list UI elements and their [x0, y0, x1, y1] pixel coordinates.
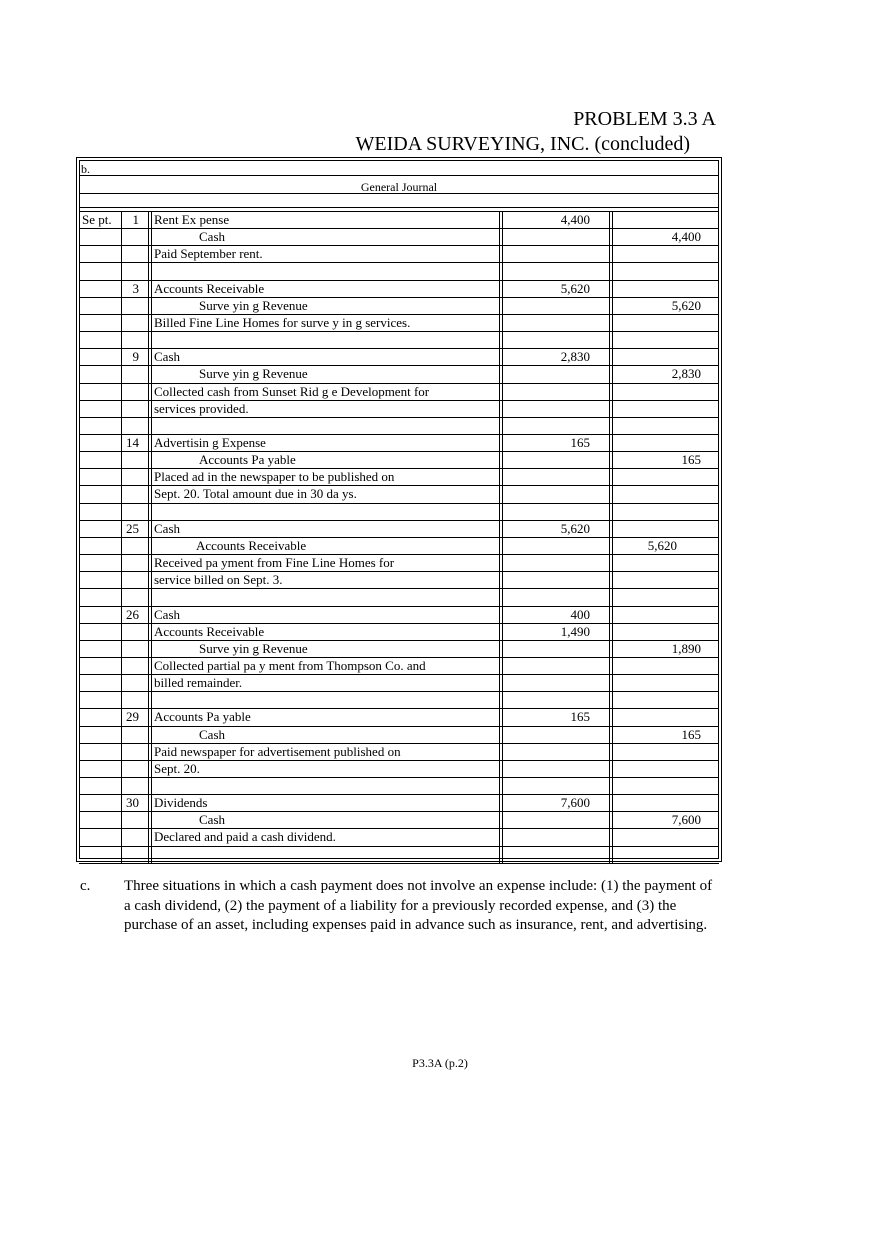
rule	[79, 207, 719, 208]
entry-day: 14	[126, 434, 139, 450]
journal-title: General Journal	[360, 180, 438, 194]
entry-explanation: Paid newspaper for advertisement published on	[154, 743, 401, 759]
row-rule	[79, 777, 719, 778]
credit-account: Cash	[199, 229, 225, 245]
credit-account: Surve yin g Revenue	[199, 640, 308, 656]
row-rule	[79, 846, 719, 847]
debit-amount: 1,490	[560, 623, 590, 639]
entry-day: 30	[126, 795, 139, 811]
entry-explanation: Received pa yment from Fine Line Homes for	[154, 555, 395, 570]
debit-amount: 4,400	[560, 212, 590, 227]
credit-account: Accounts Receivable	[196, 537, 307, 553]
part-c	[80, 877, 720, 936]
debit-amount: 400	[570, 606, 590, 622]
entry-explanation: Placed ad in the newspaper to be published on	[154, 469, 395, 485]
row-rule	[79, 331, 719, 332]
credit-amount: 165	[681, 726, 701, 742]
row-rule	[79, 863, 719, 864]
credit-account: Surve yin g Revenue	[199, 366, 308, 382]
entry-day: 26	[126, 606, 139, 622]
column-rule	[148, 211, 149, 863]
debit-account: Accounts Pa yable	[154, 709, 251, 725]
debit-account: Advertisin g Expense	[154, 434, 266, 450]
entry-explanation: service billed on Sept. 3.	[154, 572, 283, 588]
debit-account: Rent Ex pense	[154, 212, 230, 227]
entry-day: 29	[126, 709, 139, 725]
part-c-text: Three situations in which a cash payment does not involve an expense include: (1) the payment of a cash dividend, (2) the payment of a liability for a previously recorded expense, and (3) the purchase of an asset, including expenses paid in advance such as insurance, rent, and advertising.	[124, 878, 713, 933]
entry-day: 1	[132, 212, 139, 227]
row-rule	[79, 417, 719, 418]
debit-account: Cash	[154, 520, 180, 536]
debit-amount: 7,600	[560, 795, 590, 811]
company-title: WEIDA SURVEYING, INC. (concluded)	[355, 133, 690, 155]
part-b-label: b.	[81, 162, 90, 176]
entry-explanation: Billed Fine Line Homes for surve y in g services.	[154, 314, 411, 330]
credit-account: Cash	[199, 726, 225, 742]
debit-account: Accounts Receivable	[154, 623, 265, 639]
credit-account: Surve yin g Revenue	[199, 297, 308, 313]
debit-account: Cash	[154, 349, 180, 365]
debit-amount: 5,620	[560, 280, 590, 296]
credit-account: Cash	[199, 812, 225, 828]
debit-amount: 5,620	[560, 520, 590, 536]
credit-amount: 2,830	[671, 366, 701, 382]
entry-explanation: Sept. 20. Total amount due in 30 da ys.	[154, 486, 357, 502]
credit-amount: 1,890	[671, 640, 701, 656]
problem-title: PROBLEM 3.3 A	[573, 108, 716, 130]
page-footer: P3.3A (p.2)	[412, 1056, 468, 1070]
column-rule	[121, 211, 122, 863]
row-rule	[79, 262, 719, 263]
entry-day: 9	[132, 349, 139, 365]
column-rule	[151, 211, 152, 863]
entry-explanation: Collected partial pa y ment from Thompson Co. and	[154, 657, 426, 673]
credit-amount: 165	[681, 452, 701, 468]
entry-explanation: Declared and paid a cash dividend.	[154, 829, 336, 845]
credit-amount: 4,400	[671, 229, 701, 245]
entry-explanation: Paid September rent.	[154, 246, 263, 262]
entry-explanation: Sept. 20.	[154, 760, 200, 776]
debit-account: Dividends	[154, 795, 208, 811]
entry-explanation: Collected cash from Sunset Rid g e Development for	[154, 383, 430, 399]
credit-account: Accounts Pa yable	[199, 452, 296, 468]
rule	[79, 175, 719, 176]
row-rule	[79, 588, 719, 589]
credit-amount: 5,620	[647, 537, 677, 553]
entry-day: 3	[132, 280, 139, 296]
column-rule	[502, 211, 503, 863]
month-label: Se pt.	[82, 212, 112, 227]
entry-day: 25	[126, 520, 139, 536]
debit-account: Cash	[154, 606, 180, 622]
entry-explanation: services provided.	[154, 400, 249, 416]
debit-account: Accounts Receivable	[154, 280, 265, 296]
column-rule	[499, 211, 500, 863]
column-rule	[609, 211, 610, 863]
entry-explanation: billed remainder.	[154, 675, 243, 690]
part-c-label: c.	[80, 878, 91, 894]
debit-amount: 165	[570, 434, 590, 450]
debit-amount: 2,830	[560, 349, 590, 365]
credit-amount: 5,620	[671, 297, 701, 313]
debit-amount: 165	[570, 709, 590, 725]
row-rule	[79, 691, 719, 692]
credit-amount: 7,600	[671, 812, 701, 828]
row-rule	[79, 503, 719, 504]
